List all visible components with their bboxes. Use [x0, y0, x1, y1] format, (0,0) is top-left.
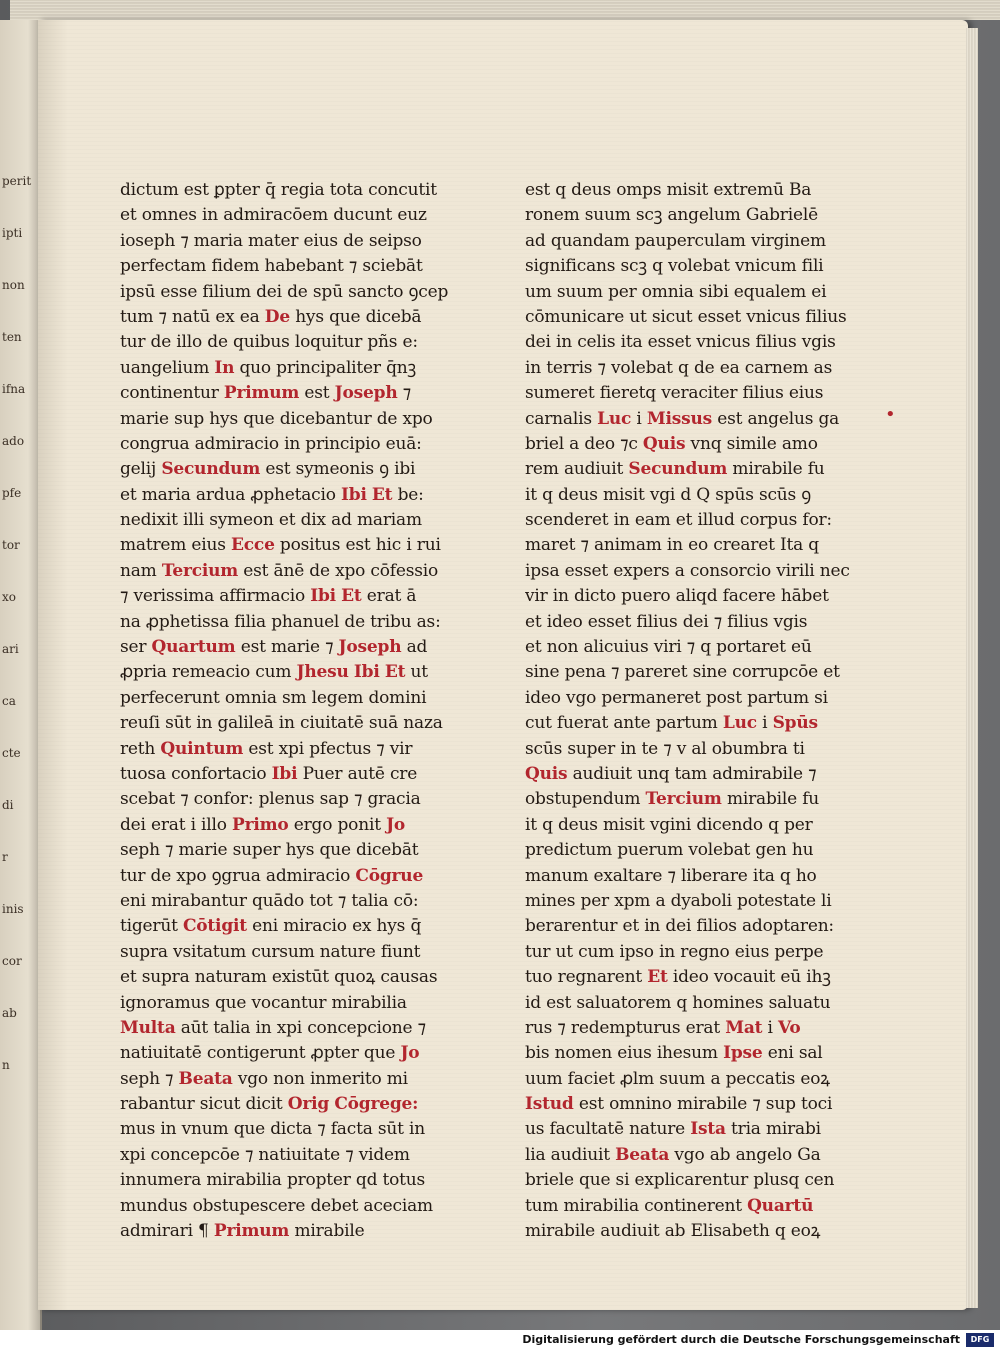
- facing-page-fragment: ifna: [2, 382, 26, 396]
- text-line: perfectam fidem habebant ⁊ sciebāt: [120, 256, 423, 277]
- facing-page-fragment: n: [2, 1058, 10, 1072]
- text-line: manum exaltare ⁊ liberare ita q ho: [525, 865, 817, 886]
- text-line: tigerūt Cōtigit eni miracio ex hys q̄: [120, 916, 422, 937]
- text-line: matrem eius Ecce positus est hic i rui: [120, 535, 441, 556]
- text-line: ronem suum scꝫ angelum Gabrielē: [525, 205, 818, 226]
- text-line: et supra naturam existūt quoꝝ causas: [120, 967, 438, 988]
- text-line: eni mirabantur quādo tot ⁊ talia cō:: [120, 890, 419, 911]
- text-line: ipsū esse filium dei de spū sancto ꝯcep: [120, 281, 449, 302]
- text-line: na ꝓphetissa filia phanuel de tribu as:: [120, 611, 441, 632]
- text-line: rabantur sicut dicit Orig Cōgrege:: [120, 1094, 419, 1115]
- facing-page-fragment: ten: [2, 330, 22, 344]
- text-line: et maria ardua ꝓphetacio Ibi Et be:: [120, 484, 424, 505]
- text-line: uum faciet ꝓlm suum a peccatis eoꝝ: [525, 1068, 830, 1089]
- text-line: et omnes in admiracōem ducunt euz: [120, 205, 427, 226]
- text-line: carnalis Luc i Missus est angelus ga: [525, 408, 840, 429]
- text-line: seph ⁊ marie super hys que dicebāt: [120, 840, 419, 861]
- text-line: tuosa confortacio Ibi Puer autē cre: [120, 763, 418, 784]
- text-line: Quis audiuit unq tam admirabile ⁊: [525, 763, 817, 784]
- text-column-right: [525, 178, 855, 1244]
- text-line: xpi concepcōe ⁊ natiuitate ⁊ videm: [120, 1144, 410, 1165]
- facing-page-fragment: ari: [2, 642, 19, 656]
- text-line: seph ⁊ Beata vgo non inmerito mi: [120, 1068, 408, 1089]
- text-line: scebat ⁊ confor: plenus sap ⁊ gracia: [120, 789, 421, 810]
- text-column-left: [120, 178, 450, 1244]
- text-line: cut fuerat ante partum Luc i Spūs: [525, 713, 818, 734]
- text-line: significans scꝫ q volebat vnicum fili: [525, 256, 824, 277]
- text-line: tur de xpo ꝯgrua admiracio Cōgrue: [120, 865, 424, 886]
- text-line: it q deus misit vgi d Q spūs scūs ꝯ: [525, 484, 812, 505]
- text-line: scenderet in eam et illud corpus for:: [525, 510, 832, 531]
- text-line: ignoramus que vocantur mirabilia: [120, 992, 407, 1013]
- text-line: briel a deo ⁊c Quis vnq simile amo: [525, 433, 818, 454]
- facing-page-fragment: non: [2, 278, 25, 292]
- text-line: rem audiuit Secundum mirabile fu: [525, 459, 825, 480]
- text-line: continentur Primum est Joseph ⁊: [120, 383, 411, 404]
- text-line: it q deus misit vgini dicendo q per: [525, 814, 813, 835]
- text-line: obstupendum Tercium mirabile fu: [525, 789, 820, 810]
- text-line: tum mirabilia continerent Quartū: [525, 1195, 814, 1216]
- text-line: supra vsitatum cursum nature fiunt: [120, 941, 421, 962]
- margin-rubric-mark: •: [885, 404, 896, 425]
- text-line: vir in dicto puero aliqd facere hābet: [525, 586, 829, 607]
- facing-page-fragment: ado: [2, 434, 25, 448]
- text-line: scūs super in te ⁊ v al obumbra ti: [525, 738, 805, 759]
- text-line: tum ⁊ natū ex ea De hys que dicebā: [120, 306, 422, 327]
- text-line: ser Quartum est marie ⁊ Joseph ad: [120, 637, 428, 658]
- text-line: nedixit illi symeon et dix ad mariam: [120, 510, 422, 531]
- text-line: marie sup hys que dicebantur de xpo: [120, 408, 433, 429]
- text-line: predictum puerum volebat gen hu: [525, 840, 814, 861]
- text-line: mundus obstupescere debet aceciam: [120, 1195, 433, 1216]
- text-line: nam Tercium est ānē de xpo cōfessio: [120, 560, 439, 581]
- text-line: id est saluatorem q homines saluatu: [525, 992, 831, 1013]
- text-line: sumeret fieretq veraciter filius eius: [525, 383, 824, 404]
- text-line: uangelium In quo principaliter q̄nꝫ: [120, 357, 416, 378]
- dfg-logo: DFG: [966, 1333, 994, 1347]
- footer-bar: [0, 1330, 1000, 1351]
- text-line: Istud est omnino mirabile ⁊ sup toci: [525, 1094, 833, 1115]
- funding-credit: Digitalisierung gefördert durch die Deutsche Forschungsgemeinschaft: [522, 1333, 960, 1346]
- text-line: tur ut cum ipso in regno eius perpe: [525, 941, 824, 962]
- text-line: bis nomen eius ihesum Ipse eni sal: [525, 1043, 823, 1064]
- text-line: mines per xpm a dyaboli potestate li: [525, 890, 832, 911]
- page-fore-edge: [966, 28, 978, 1308]
- text-line: ad quandam pauperculam virginem: [525, 230, 826, 251]
- text-line: congrua admiracio in principio euā:: [120, 433, 422, 454]
- text-line: est q deus omps misit extremū Ba: [525, 180, 812, 200]
- page-stack-top-edge: [10, 0, 1000, 20]
- text-line: natiuitatē contigerunt ꝓpter que Jo: [120, 1043, 420, 1064]
- text-line: ideo vgo permaneret post partum si: [525, 687, 828, 708]
- facing-page-fragment: cte: [2, 746, 21, 760]
- text-line: ipsa esset expers a consorcio virili nec: [525, 560, 850, 581]
- facing-page-edge: [0, 20, 42, 1330]
- text-line: Multa aūt talia in xpi concepcione ⁊: [120, 1017, 426, 1038]
- text-line: um suum per omnia sibi equalem ei: [525, 281, 827, 302]
- facing-page-fragment: tor: [2, 538, 20, 552]
- text-line: innumera mirabilia propter qd totus: [120, 1170, 426, 1191]
- text-line: gelij Secundum est symeonis ꝯ ibi: [120, 459, 416, 480]
- facing-page-fragment: xo: [2, 590, 16, 604]
- text-line: rus ⁊ redempturus erat Mat i Vo: [525, 1017, 801, 1038]
- text-line: lia audiuit Beata vgo ab angelo Ga: [525, 1144, 821, 1165]
- text-line: perfecerunt omnia sm legem domini: [120, 687, 427, 708]
- facing-page-fragment: r: [2, 850, 8, 864]
- text-line: mirabile audiuit ab Elisabeth q eoꝝ: [525, 1221, 821, 1242]
- text-line: sine pena ⁊ pareret sine corrupcōe et: [525, 662, 840, 683]
- facing-page-fragment: di: [2, 798, 14, 812]
- facing-page-fragment: pfe: [2, 486, 22, 500]
- text-line: ꝓpria remeacio cum Jhesu Ibi Et ut: [120, 662, 428, 683]
- text-line: mus in vnum que dicta ⁊ facta sūt in: [120, 1119, 425, 1140]
- text-line: dei in celis ita esset vnicus filius vgis: [525, 332, 836, 353]
- text-line: et non alicuius viri ⁊ q portaret eū: [525, 637, 812, 658]
- text-line: briele que si explicarentur plusq cen: [525, 1170, 835, 1191]
- text-line: us facultatē nature Ista tria mirabi: [525, 1119, 821, 1140]
- text-line: in terris ⁊ volebat q de ea carnem as: [525, 357, 833, 378]
- facing-page-fragment: inis: [2, 902, 24, 916]
- text-line: et ideo esset filius dei ⁊ filius vgis: [525, 611, 808, 632]
- facing-page-fragment: ca: [2, 694, 16, 708]
- text-line: tuo regnarent Et ideo vocauit eū ihꝫ: [525, 967, 831, 988]
- text-line: maret ⁊ animam in eo crearet Ita q: [525, 535, 819, 556]
- text-line: dei erat i illo Primo ergo ponit Jo: [120, 814, 406, 835]
- text-line: cōmunicare ut sicut esset vnicus filius: [525, 306, 847, 327]
- text-line: reuſi sūt in galileā in ciuitatē suā naza: [120, 713, 443, 734]
- facing-page-fragment: ab: [2, 1006, 17, 1020]
- text-line: dictum est ꝑpter q̄ regia tota concutit: [120, 180, 437, 200]
- text-line: admirari ¶ Primum mirabile: [120, 1221, 365, 1242]
- text-line: berarentur et in dei filios adoptaren:: [525, 916, 834, 937]
- facing-page-fragment: perit: [2, 174, 32, 188]
- text-line: ioseph ⁊ maria mater eius de seipso: [120, 230, 422, 251]
- text-line: reth Quintum est xpi pfectus ⁊ vir: [120, 738, 413, 759]
- text-line: ⁊ verissima affirmacio Ibi Et erat ā: [120, 586, 417, 607]
- facing-page-fragment: cor: [2, 954, 22, 968]
- facing-page-fragment: ipti: [2, 226, 23, 240]
- text-line: tur de illo de quibus loquitur pñs e:: [120, 332, 418, 353]
